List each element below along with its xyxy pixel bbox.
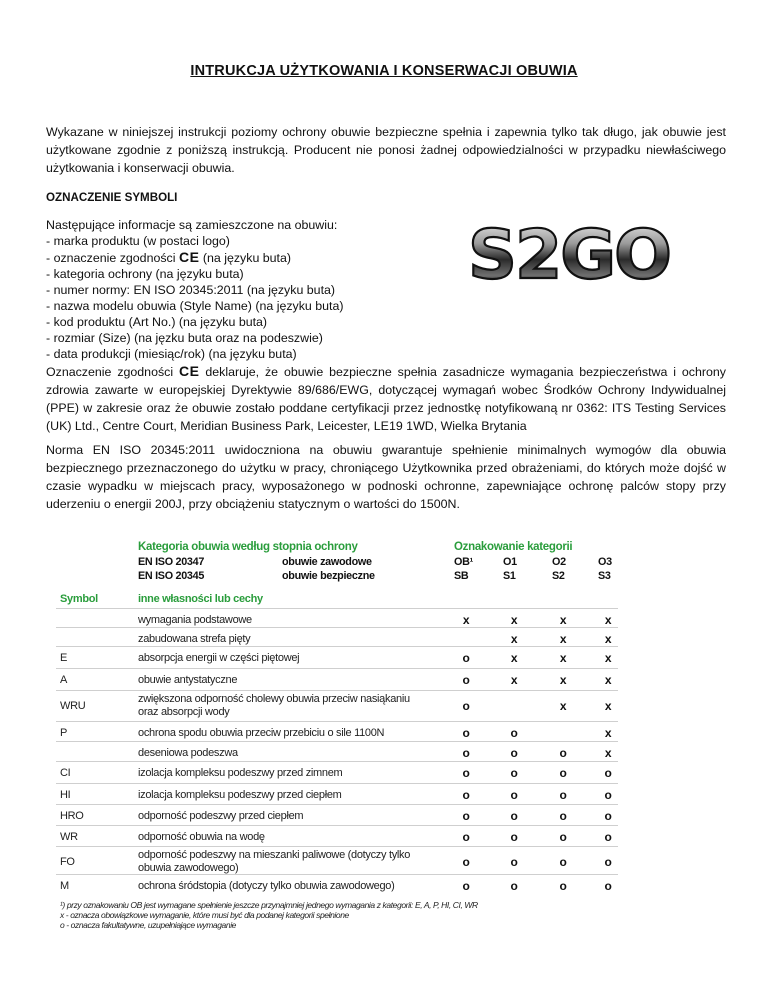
- row-divider: [56, 783, 618, 784]
- col-o3: O3: [598, 556, 612, 568]
- mandatory-mark: x: [559, 613, 567, 627]
- optional-mark: o: [462, 746, 470, 760]
- row-divider: [56, 608, 618, 609]
- col-s1: S1: [503, 570, 516, 582]
- row-description: izolacja kompleksu podeszwy przed zimnem: [138, 767, 343, 779]
- optional-mark: o: [559, 809, 567, 823]
- col-s3: S3: [598, 570, 611, 582]
- mandatory-mark: x: [604, 699, 612, 713]
- ce-mark: CE: [178, 249, 200, 265]
- norm-20347: EN ISO 20347: [138, 556, 205, 568]
- row-description: ochrona spodu obuwia przeciw przebiciu o sile 1100N: [138, 727, 385, 739]
- optional-mark: o: [510, 766, 518, 780]
- row-divider: [56, 804, 618, 805]
- optional-mark: o: [510, 855, 518, 869]
- row-divider: [56, 874, 618, 875]
- row-symbol: FO: [60, 856, 75, 868]
- row-divider: [56, 627, 618, 628]
- optional-mark: o: [462, 788, 470, 802]
- list-item: - nazwa modelu obuwia (Style Name) (na języku buta): [46, 299, 344, 313]
- optional-mark: o: [510, 788, 518, 802]
- ce-mark: CE: [179, 363, 200, 379]
- norm-paragraph: Norma EN ISO 20345:2011 uwidoczniona na obuwiu gwarantuje spełnienie minimalnych wymogów dla obuwia bezpiecznego przeznaczonego do użytku w pracy, chroniącego Użytkownika przed obrażeniami, do których może dojść w czasie wypadku w miejscach pracy, wyposażonego w podnoski ochronne, zapewniające ochronę palców stopy przy uderzeniu o energii 200J, przy obciążeniu statycznym o wartości do 1500N.: [46, 443, 726, 511]
- optional-mark: o: [510, 746, 518, 760]
- row-description: zwiększona odporność cholewy obuwia przeciw nasiąkaniu oraz absorpcji wody: [138, 693, 410, 718]
- optional-mark: o: [559, 766, 567, 780]
- optional-mark: o: [462, 855, 470, 869]
- symbol-heading: Symbol: [60, 593, 98, 605]
- svg-text:S2GO: S2GO: [468, 218, 670, 288]
- optional-mark: o: [510, 809, 518, 823]
- row-divider: [56, 825, 618, 826]
- row-description: absorpcja energii w części piętowej: [138, 652, 300, 664]
- optional-mark: o: [510, 879, 518, 893]
- mandatory-mark: x: [559, 632, 567, 646]
- mandatory-mark: x: [604, 673, 612, 687]
- optional-mark: o: [604, 809, 612, 823]
- row-description: odporność podeszwy na mieszanki paliwowe (dotyczy tylko obuwia zawodowego): [138, 849, 411, 874]
- properties-heading: inne własności lub cechy: [138, 593, 263, 605]
- row-symbol: CI: [60, 767, 71, 779]
- list-item: - data produkcji (miesiąc/rok) (na języku buta): [46, 347, 297, 361]
- row-description: zabudowana strefa pięty: [138, 633, 251, 645]
- optional-mark: o: [604, 879, 612, 893]
- mandatory-mark: x: [510, 632, 518, 646]
- table-marking-heading: Oznakowanie kategorii: [454, 541, 573, 553]
- mandatory-mark: x: [510, 613, 518, 627]
- list-item: - kod produktu (Art No.) (na języku buta): [46, 315, 268, 329]
- optional-mark: o: [559, 830, 567, 844]
- optional-mark: o: [604, 830, 612, 844]
- row-symbol: WRU: [60, 700, 86, 712]
- row-symbol: A: [60, 674, 68, 686]
- optional-mark: o: [559, 879, 567, 893]
- mandatory-mark: x: [510, 673, 518, 687]
- mandatory-mark: x: [510, 651, 518, 665]
- mandatory-mark: x: [559, 699, 567, 713]
- optional-mark: o: [604, 766, 612, 780]
- norm-20345: EN ISO 20345: [138, 570, 205, 582]
- row-divider: [56, 668, 618, 669]
- row-description: izolacja kompleksu podeszwy przed ciepłem: [138, 789, 342, 801]
- optional-mark: o: [604, 855, 612, 869]
- row-symbol: P: [60, 727, 68, 739]
- row-description: wymagania podstawowe: [138, 614, 252, 626]
- optional-mark: o: [462, 699, 470, 713]
- row-description: deseniowa podeszwa: [138, 747, 238, 759]
- document-title: INTRUKCJA UŻYTKOWANIA I KONSERWACJI OBUWIA: [190, 63, 578, 79]
- list-item: - numer normy: EN ISO 20345:2011 (na języku buta): [46, 283, 336, 297]
- optional-mark: o: [462, 830, 470, 844]
- col-s2: S2: [552, 570, 565, 582]
- list-item: - rozmiar (Size) (na jęzku buta oraz na podeszwie): [46, 331, 323, 345]
- row-symbol: HI: [60, 789, 71, 801]
- row-symbol: HRO: [60, 810, 84, 822]
- row-divider: [56, 846, 618, 847]
- optional-mark: o: [559, 788, 567, 802]
- row-symbol: M: [60, 880, 69, 892]
- row-divider: [56, 761, 618, 762]
- optional-mark: o: [462, 673, 470, 687]
- row-description: odporność obuwia na wodę: [138, 831, 265, 843]
- optional-mark: o: [510, 830, 518, 844]
- mandatory-mark: x: [559, 673, 567, 687]
- mandatory-mark: x: [604, 726, 612, 740]
- col-o1: O1: [503, 556, 517, 568]
- footnote-o: o - oznacza fakultatywne, uzupełniające wymaganie: [60, 920, 237, 930]
- list-item: - kategoria ochrony (na języku buta): [46, 267, 244, 281]
- mandatory-mark: x: [604, 746, 612, 760]
- mandatory-mark: x: [462, 613, 470, 627]
- list-item: - oznaczenie zgodności CE (na języku buta): [46, 249, 292, 265]
- list-item: - marka produktu (w postaci logo): [46, 234, 230, 248]
- optional-mark: o: [462, 766, 470, 780]
- row-description: obuwie antystatyczne: [138, 674, 238, 686]
- optional-mark: o: [559, 855, 567, 869]
- row-divider: [56, 741, 618, 742]
- norm-20347-type: obuwie zawodowe: [282, 556, 372, 568]
- norm-20345-type: obuwie bezpieczne: [282, 570, 375, 582]
- col-ob: OB¹: [454, 556, 473, 568]
- col-sb: SB: [454, 570, 469, 582]
- intro-paragraph: Wykazane w niniejszej instrukcji poziomy ochrony obuwie bezpieczne spełnia i zapewnia tylko tak długo, jak obuwie jest użytkowane zgodnie z poniższą instrukcją. Producent nie ponosi żadnej odpowiedzialności w przypadku niewłaściwego użytkowania i konserwacji obuwia.: [46, 125, 726, 175]
- footnote-ob: ¹) przy oznakowaniu OB jest wymagane spełnienie jeszcze przynajmniej jednego wymagania z kategorii: E, A, P, HI, CI, WR: [60, 900, 478, 910]
- row-divider: [56, 646, 618, 647]
- optional-mark: o: [462, 726, 470, 740]
- mandatory-mark: x: [604, 651, 612, 665]
- mandatory-mark: x: [559, 651, 567, 665]
- col-o2: O2: [552, 556, 566, 568]
- optional-mark: o: [462, 879, 470, 893]
- optional-mark: o: [604, 788, 612, 802]
- optional-mark: o: [510, 726, 518, 740]
- row-divider: [56, 690, 618, 691]
- footnote-x: x - oznacza obowiązkowe wymaganie, które musi być dla podanej kategorii spełnione: [60, 910, 349, 920]
- row-divider: [56, 721, 618, 722]
- mandatory-mark: x: [604, 613, 612, 627]
- list-lead: Następujące informacje są zamieszczone na obuwiu:: [46, 218, 338, 232]
- ce-declaration: Oznaczenie zgodności CE deklaruje, że obuwie bezpieczne spełnia zasadnicze wymagania bezpieczeństwa i ochrony zdrowia zawarte w europejskiej Dyrektywie 89/686/EWG, dotyczącej wymagań wobec Środków Ochrony Indywidualnej (PPE) w zakresie oraz że obuwie zostało poddane certyfikacji przez jednostkę notyfikowaną nr 0362: ITS Testing Services (UK) Ltd., Centre Court, Meridian Business Park, Leicester, LE19 1WD, Wielka Brytania: [46, 363, 727, 433]
- row-symbol: E: [60, 652, 68, 664]
- optional-mark: o: [559, 746, 567, 760]
- row-description: ochrona śródstopia (dotyczy tylko obuwia zawodowego): [138, 880, 395, 892]
- row-description: odporność podeszwy przed ciepłem: [138, 810, 304, 822]
- optional-mark: o: [462, 809, 470, 823]
- mandatory-mark: x: [604, 632, 612, 646]
- row-symbol: WR: [60, 831, 78, 843]
- table-category-heading: Kategoria obuwia według stopnia ochrony: [138, 541, 358, 553]
- section-heading: OZNACZENIE SYMBOLI: [46, 191, 178, 204]
- optional-mark: o: [462, 651, 470, 665]
